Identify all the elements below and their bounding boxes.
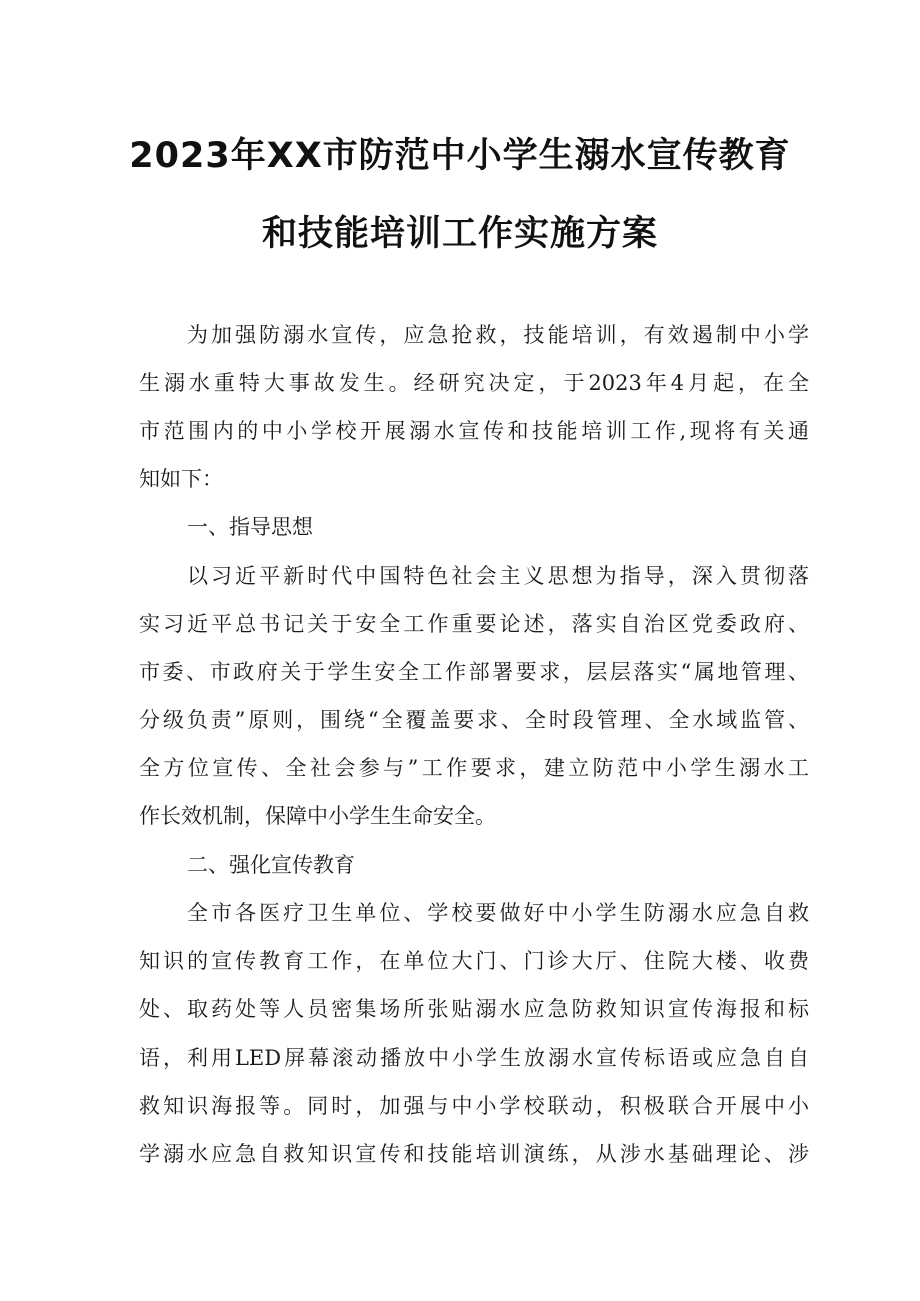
- paragraph-line: 为加强防溺水宣传，应急抢救，技能培训，有效遏制中小学: [187, 323, 809, 347]
- paragraph-line: 全方位宣传、全社会参与”工作要求，建立防范中小学生溺水工: [139, 756, 809, 780]
- paragraph-line: 市范围内的中小学校开展溺水宣传和技能培训工作,现将有关通: [139, 419, 809, 443]
- paragraph-line: 全市各医疗卫生单位、学校要做好中小学生防溺水应急自救: [187, 901, 809, 925]
- section-heading: 二、强化宣传教育: [187, 853, 355, 877]
- paragraph-line: 学溺水应急自救知识宣传和技能培训演练，从涉水基础理论、涉: [139, 1142, 809, 1166]
- paragraph-line: 生溺水重特大事故发生。经研究决定，于2023年4月起，在全: [139, 371, 809, 395]
- paragraph-line: 处、取药处等人员密集场所张贴溺水应急防救知识宣传海报和标: [139, 997, 809, 1021]
- paragraph-line: 语，利用LED屏幕滚动播放中小学生放溺水宣传标语或应急自自: [139, 1046, 809, 1070]
- paragraph-line: 救知识海报等。同时，加强与中小学校联动，积极联合开展中小: [139, 1094, 809, 1118]
- paragraph-line: 知识的宣传教育工作，在单位大门、门诊大厅、住院大楼、收费: [139, 949, 809, 973]
- paragraph-line: 市委、市政府关于学生安全工作部署要求，层层落实“属地管理、: [139, 660, 809, 684]
- section-heading: 一、指导思想: [187, 515, 313, 539]
- paragraph-line: 知如下：: [139, 467, 223, 491]
- paragraph-line: 分级负责”原则，围绕“全覆盖要求、全时段管理、全水域监管、: [139, 708, 809, 732]
- paragraph-line: 实习近平总书记关于安全工作重要论述，落实自治区党委政府、: [139, 612, 809, 636]
- document-title-line-1: 2023年XX市防范中小学生溺水宣传教育: [129, 136, 791, 176]
- paragraph-line: 以习近平新时代中国特色社会主义思想为指导，深入贯彻落: [187, 564, 809, 588]
- paragraph-line: 作长效机制，保障中小学生生命安全。: [139, 804, 496, 828]
- document-title-line-2: 和技能培训工作实施方案: [261, 214, 658, 254]
